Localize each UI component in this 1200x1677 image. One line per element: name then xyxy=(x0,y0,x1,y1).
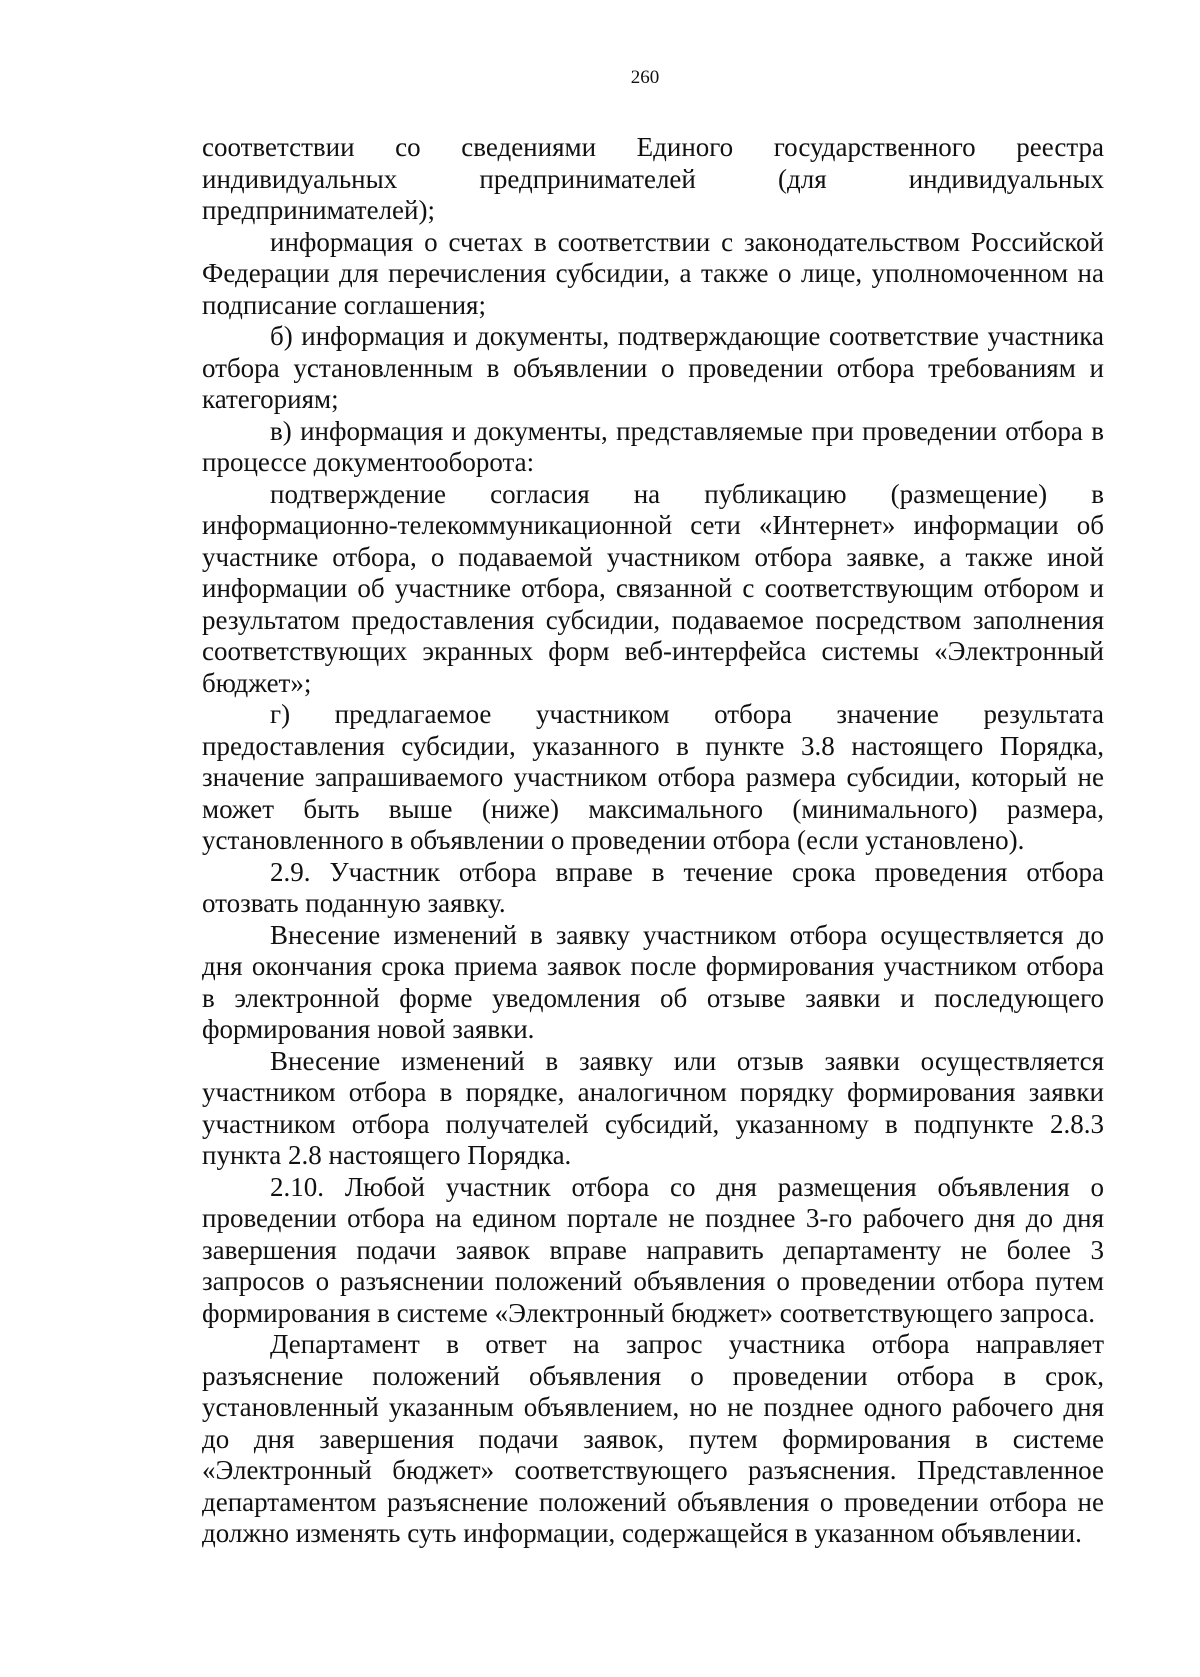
text-line: участнике отбора, о подаваемой участником отбора заявке, а также иной xyxy=(202,541,1104,572)
text-line: пункта 2.8 настоящего Порядка. xyxy=(202,1140,572,1170)
paragraph xyxy=(202,479,1104,700)
text-line: соответствующих экранных форм веб-интерфейса системы «Электронный xyxy=(202,636,1104,666)
text-line: «Электронный бюджет» соответствующего разъяснения. Представленное xyxy=(202,1455,1104,1485)
paragraph xyxy=(202,1046,1104,1172)
text-line: категориям; xyxy=(202,384,339,414)
text-line: департаментом разъяснение положений объявления о проведении отбора не xyxy=(202,1486,1104,1517)
text-line: формирования в системе «Электронный бюджет» соответствующего запроса. xyxy=(202,1297,1096,1328)
text-line: информации об участнике отбора, связанной с соответствующим отбором и xyxy=(202,573,1104,603)
text-line: в) информация и документы, представляемые при проведении отбора в xyxy=(270,415,1104,446)
text-line: информационно-телекоммуникационной сети «Интернет» информации об xyxy=(202,510,1104,540)
text-line: может быть выше (ниже) максимального (минимального) размера, xyxy=(202,793,1104,824)
text-line: установленный указанным объявлением, но не позднее одного рабочего дня xyxy=(202,1392,1104,1422)
paragraph xyxy=(202,699,1104,857)
text-line: должно изменять суть информации, содержащейся в указанном объявлении. xyxy=(202,1518,1082,1548)
text-line: подтверждение согласия на публикацию (размещение) в xyxy=(270,478,1104,509)
text-line: проведении отбора на едином портале не позднее 3-го рабочего дня до дня xyxy=(202,1203,1104,1233)
text-line: установленного в объявлении о проведении отбора (если установлено). xyxy=(202,825,1025,855)
text-line: соответствии со сведениями Единого государственного реестра xyxy=(202,132,1104,162)
text-line: Департамент в ответ на запрос участника отбора направляет xyxy=(270,1329,1104,1359)
text-line: до дня завершения подачи заявок, путем формирования в системе xyxy=(202,1423,1104,1454)
text-line: отозвать поданную заявку. xyxy=(202,888,506,918)
paragraph xyxy=(202,227,1104,322)
paragraph xyxy=(202,321,1104,416)
text-line: участником отбора в порядке, аналогичном порядку формирования заявки xyxy=(202,1077,1104,1107)
text-line: в электронной форме уведомления об отзыве заявки и последующего xyxy=(202,982,1104,1013)
text-line: 2.9. Участник отбора вправе в течение срока проведения отбора xyxy=(270,856,1104,887)
text-line: подписание соглашения; xyxy=(202,289,486,320)
text-line: разъяснение положений объявления о проведении отбора в срок, xyxy=(202,1360,1104,1391)
paragraph xyxy=(202,416,1104,479)
text-line: предпринимателей); xyxy=(202,195,435,225)
text-line: формирования новой заявки. xyxy=(202,1014,535,1044)
paragraph xyxy=(202,857,1104,920)
text-line: бюджет»; xyxy=(202,667,312,698)
text-line: Внесение изменений в заявку или отзыв заявки осуществляется xyxy=(270,1045,1104,1076)
text-line: дня окончания срока приема заявок после формирования участником отбора xyxy=(202,951,1104,981)
text-line: информация о счетах в соответствии с законодательством Российской xyxy=(270,226,1104,257)
text-line: значение запрашиваемого участником отбора размера субсидии, который не xyxy=(202,762,1104,792)
text-line: результатом предоставления субсидии, подаваемое посредством заполнения xyxy=(202,604,1104,635)
text-line: 2.10. Любой участник отбора со дня размещения объявления о xyxy=(270,1171,1104,1202)
text-line: индивидуальных предпринимателей (для индивидуальных xyxy=(202,163,1104,194)
text-line: г) предлагаемое участником отбора значение результата xyxy=(270,699,1104,729)
page-number: 260 xyxy=(630,67,660,88)
text-line: отбора установленным в объявлении о проведении отбора требованиям и xyxy=(202,352,1104,383)
paragraph xyxy=(202,1172,1104,1330)
text-line: участником отбора получателей субсидий, указанному в подпункте 2.8.3 xyxy=(202,1108,1104,1139)
paragraph xyxy=(202,920,1104,1046)
paragraph xyxy=(202,1329,1104,1550)
text-line: Федерации для перечисления субсидии, а также о лице, уполномоченном на xyxy=(202,258,1104,288)
text-line: предоставления субсидии, указанного в пункте 3.8 настоящего Порядка, xyxy=(202,730,1104,761)
paragraph xyxy=(202,132,1104,227)
text-line: завершения подачи заявок вправе направить департаменту не более 3 xyxy=(202,1234,1104,1265)
text-line: запросов о разъяснении положений объявления о проведении отбора путем xyxy=(202,1266,1104,1296)
text-line: Внесение изменений в заявку участником отбора осуществляется до xyxy=(270,919,1104,950)
text-line: процессе документооборота: xyxy=(202,447,535,477)
document-body xyxy=(202,132,1104,1550)
text-line: б) информация и документы, подтверждающие соответствие участника xyxy=(270,321,1104,351)
